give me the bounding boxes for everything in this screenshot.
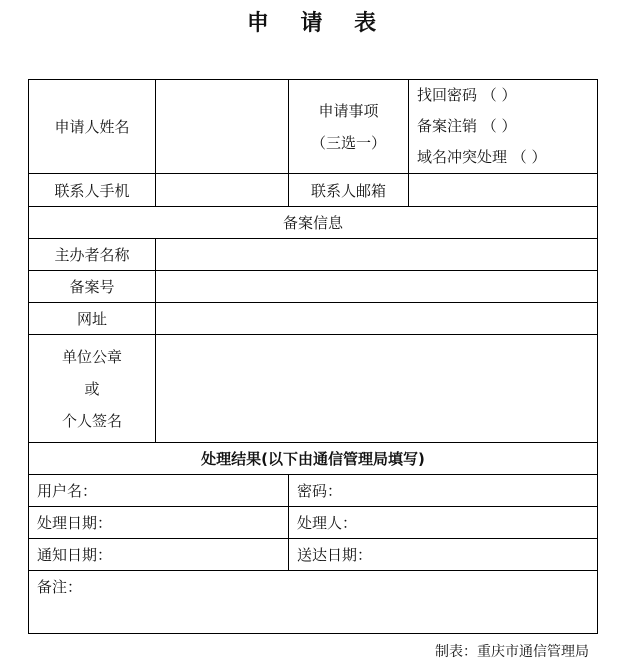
contact-email-label: 联系人邮箱: [289, 174, 409, 207]
contact-phone-field[interactable]: [156, 174, 289, 207]
record-number-field[interactable]: [156, 271, 598, 303]
remarks-field[interactable]: 备注：: [29, 571, 598, 634]
record-info-heading: 备案信息: [29, 207, 598, 239]
sponsor-name-label: 主办者名称: [29, 239, 156, 271]
form-title: 申 请 表: [246, 11, 389, 36]
seal-signature-area[interactable]: [156, 335, 598, 443]
footer-issuer: 制表：重庆市通信管理局: [435, 644, 589, 660]
result-heading: 处理结果(以下由通信管理局填写): [29, 443, 598, 475]
application-form-table: [28, 79, 598, 634]
option-domain-conflict[interactable]: 域名冲突处理 （ ）: [417, 148, 547, 166]
request-item-label: 申请事项: [318, 101, 379, 120]
contact-phone-label: 联系人手机: [29, 174, 156, 207]
handler-field[interactable]: 处理人：: [289, 507, 598, 539]
request-item-cell: [289, 80, 409, 174]
request-options: [409, 80, 598, 174]
username-field[interactable]: 用户名：: [29, 475, 289, 507]
seal-label-line1: 单位公章: [61, 347, 122, 366]
seal-label-line2: 或: [84, 379, 100, 398]
seal-signature-label: [29, 335, 156, 443]
sponsor-name-field[interactable]: [156, 239, 598, 271]
applicant-name-field[interactable]: [156, 80, 289, 174]
applicant-name-label: 申请人姓名: [29, 80, 156, 174]
password-field[interactable]: 密码：: [289, 475, 598, 507]
website-url-field[interactable]: [156, 303, 598, 335]
option-recover-password[interactable]: 找回密码 （ ）: [417, 86, 517, 104]
record-number-label: 备案号: [29, 271, 156, 303]
delivery-date-field[interactable]: 送达日期：: [289, 539, 598, 571]
notify-date-field[interactable]: 通知日期：: [29, 539, 289, 571]
option-cancel-record[interactable]: 备案注销 （ ）: [417, 117, 517, 135]
website-url-label: 网址: [29, 303, 156, 335]
seal-label-line3: 个人签名: [61, 411, 122, 430]
process-date-field[interactable]: 处理日期：: [29, 507, 289, 539]
contact-email-field[interactable]: [409, 174, 598, 207]
request-item-note: （三选一）: [310, 133, 386, 152]
